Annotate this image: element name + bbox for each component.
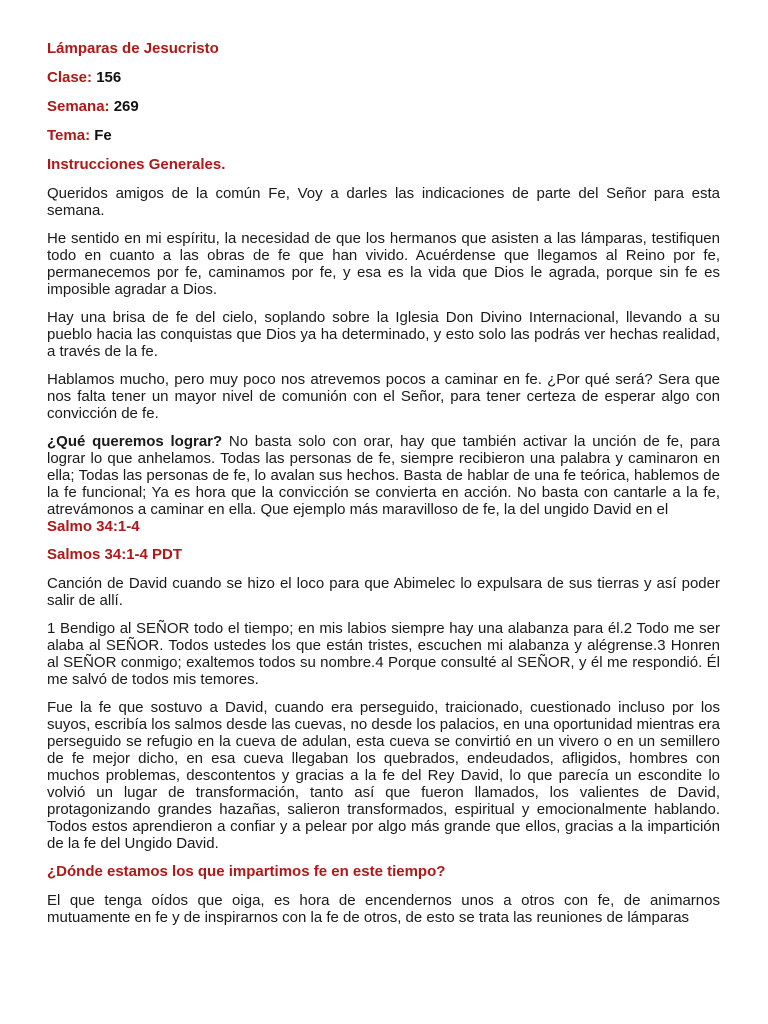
paragraph-communion: Hablamos mucho, pero muy poco nos atrevemos pocos a caminar en fe. ¿Por qué será? Sera que nos falta tener un mayor nivel de comunión con el Señor, para tener certeza de esperar algo con convicción de fe. [47, 371, 720, 422]
paragraph-intro: Queridos amigos de la común Fe, Voy a darles las indicaciones de parte del Señor para esta semana. [47, 185, 720, 219]
paragraph-breeze: Hay una brisa de fe del cielo, soplando sobre la Iglesia Don Divino Internacional, llevando a su pueblo hacia las conquistas que Dios ya ha determinado, y esto solo las podrás ver hechas realidad, a través de la fe. [47, 309, 720, 360]
goal-question: ¿Qué queremos lograr? [47, 433, 223, 450]
paragraph-testimony: He sentido en mi espíritu, la necesidad de que los hermanos que asisten a las lámparas, testifiquen todo en cuanto a las obras de fe que han vivido. Acuérdense que llegamos al Reino por fe, permanecemos por fe, caminamos por fe, y esa es la vida que Dios le agrada, porque sin fe es imposible agradar a Dios. [47, 230, 720, 298]
tema-value: Fe [94, 127, 112, 144]
goal-text: No basta solo con orar, hay que también activar la unción de fe, para lograr lo que anhelamos. Todas las personas de fe, siempre recibieron una palabra y caminaron en ella; Todas las personas de fe, lo avalan sus hechos. Basta de hablar de una fe teórica, hablemos de la fe funcional; Ya es hora que la convicción se convierta en acción. No basta con cantarle a la fe, atrevámonos a caminar en ella. Que ejemplo más maravilloso de fe, la del ungido David en el [47, 433, 720, 518]
semana-value: 269 [113, 98, 139, 115]
document-title: Lámparas de Jesucristo [47, 40, 219, 57]
salmo-reference: Salmo 34:1-4 [47, 518, 140, 535]
instrucciones-heading: Instrucciones Generales. [47, 156, 226, 173]
paragraph-goal [47, 433, 720, 535]
clase-line [47, 69, 720, 86]
paragraph-song: Canción de David cuando se hizo el loco para que Abimelec lo expulsara de sus tierras y así poder salir de allí. [47, 575, 720, 609]
paragraph-verses: 1 Bendigo al SEÑOR todo el tiempo; en mis labios siempre hay una alabanza para él.2 Todo me ser alaba al SEÑOR. Todos ustedes los que están tristes, escuchen mi alabanza y alégrense.3 Honren al SEÑOR conmigo; exaltemos todos su nombre.4 Porque consulté al SEÑOR, y él me respondió. Él me salvó de todos mis temores. [47, 620, 720, 688]
salmos-heading: Salmos 34:1-4 PDT [47, 546, 183, 563]
semana-label: Semana: [47, 98, 110, 115]
donde-heading: ¿Dónde estamos los que impartimos fe en este tiempo? [47, 863, 446, 880]
paragraph-david: Fue la fe que sostuvo a David, cuando era perseguido, traicionado, cuestionado incluso por los suyos, escribía los salmos desde las cuevas, no desde los palacios, en una oportunidad mientras era perseguido se refugio en la cueva de adulan, esta cueva se convirtió en un vivero o en un semillero de fe mejor dicho, en esa cueva llegaban los quebrados, endeudados, afligidos, hombres con muchos problemas, descontentos y gracias a la fe del Rey David, lo que parecía un escondite lo volvió un lugar de transformación, tanto así que fueron llamados, los valientes de David, protagonizando grandes hazañas, salieron transformados, espiritual y emocionalmente hablando. Todos estos aprendieron a confiar y a pelear por algo más grande que ellos, gracias a la impartición de la fe del Ungido David. [47, 699, 720, 852]
paragraph-closing: El que tenga oídos que oiga, es hora de encendernos unos a otros con fe, de animarnos mutuamente en fe y de inspirarnos con la fe de otros, de esto se trata las reuniones de lámparas [47, 892, 720, 926]
clase-label: Clase: [47, 69, 93, 86]
tema-label: Tema: [47, 127, 91, 144]
tema-line [47, 127, 720, 144]
clase-value: 156 [96, 69, 122, 86]
semana-line [47, 98, 720, 115]
